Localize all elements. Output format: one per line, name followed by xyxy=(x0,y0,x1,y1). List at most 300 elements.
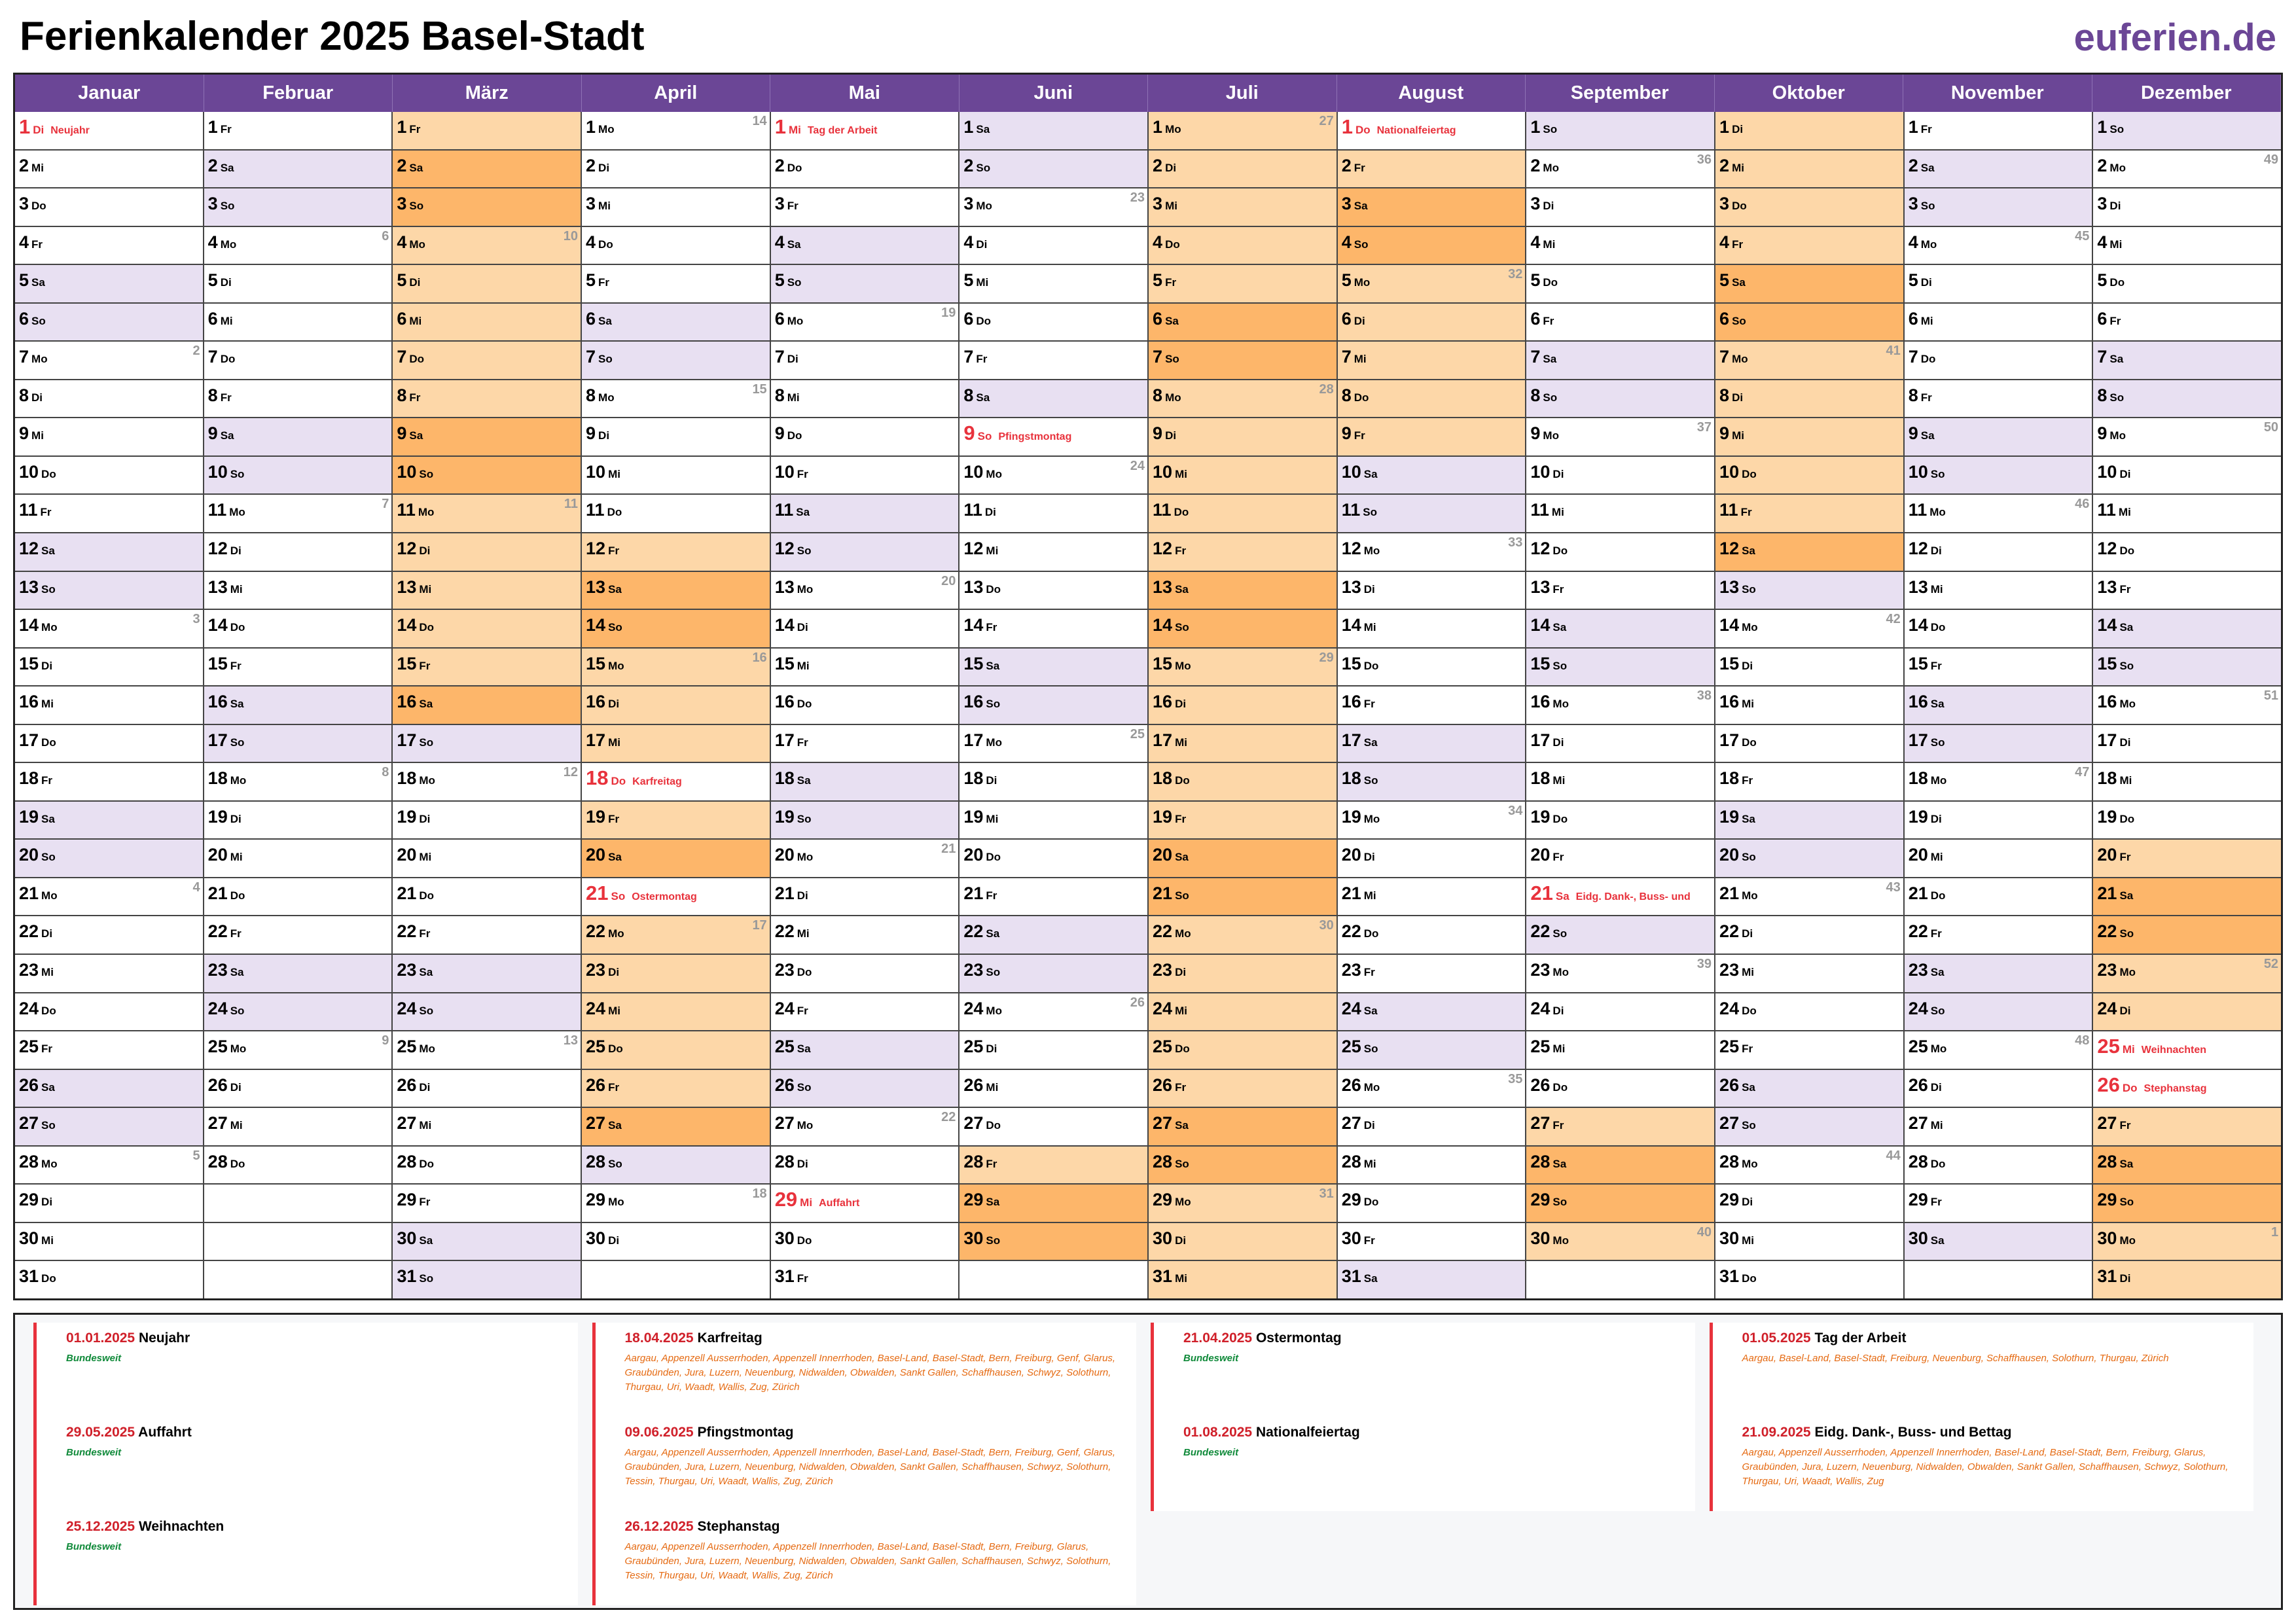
day-cell[interactable] xyxy=(393,265,581,304)
day-cell[interactable] xyxy=(393,572,581,611)
day-cell[interactable] xyxy=(1338,1261,1526,1298)
day-cell[interactable] xyxy=(1526,725,1714,764)
day-cell[interactable] xyxy=(15,649,203,687)
day-cell[interactable] xyxy=(204,342,392,380)
day-cell[interactable] xyxy=(1905,304,2092,342)
day-cell[interactable] xyxy=(1338,687,1526,725)
day-cell[interactable] xyxy=(960,802,1147,840)
day-cell[interactable] xyxy=(960,1070,1147,1109)
day-cell[interactable] xyxy=(1905,572,2092,611)
day-cell[interactable] xyxy=(393,1223,581,1262)
day-cell[interactable] xyxy=(393,649,581,687)
day-cell[interactable] xyxy=(582,916,770,955)
day-cell[interactable] xyxy=(1338,955,1526,993)
day-cell[interactable] xyxy=(1338,418,1526,457)
day-cell[interactable] xyxy=(204,763,392,802)
day-cell[interactable] xyxy=(393,840,581,878)
day-cell[interactable] xyxy=(1338,304,1526,342)
day-cell[interactable] xyxy=(1526,1185,1714,1223)
day-cell[interactable] xyxy=(393,1147,581,1185)
day-cell[interactable] xyxy=(960,227,1147,266)
day-cell[interactable] xyxy=(1905,993,2092,1032)
day-cell[interactable] xyxy=(960,955,1147,993)
day-cell[interactable] xyxy=(393,1108,581,1147)
day-cell[interactable] xyxy=(1526,533,1714,572)
day-cell[interactable] xyxy=(204,916,392,955)
day-cell[interactable] xyxy=(2093,955,2281,993)
day-cell[interactable] xyxy=(771,649,959,687)
day-cell[interactable] xyxy=(1149,151,1336,189)
day-cell[interactable] xyxy=(960,916,1147,955)
day-cell[interactable] xyxy=(771,227,959,266)
day-cell[interactable] xyxy=(15,916,203,955)
day-cell[interactable] xyxy=(771,955,959,993)
day-cell[interactable] xyxy=(1526,878,1714,917)
day-cell[interactable] xyxy=(1338,1147,1526,1185)
day-cell[interactable] xyxy=(960,495,1147,533)
day-cell[interactable] xyxy=(1715,1070,1903,1109)
day-cell[interactable] xyxy=(1905,188,2092,227)
day-cell[interactable] xyxy=(1149,763,1336,802)
day-cell[interactable] xyxy=(204,955,392,993)
day-cell[interactable] xyxy=(393,151,581,189)
day-cell[interactable] xyxy=(1905,840,2092,878)
day-cell[interactable] xyxy=(393,993,581,1032)
day-cell[interactable] xyxy=(1715,1108,1903,1147)
day-cell[interactable] xyxy=(1905,725,2092,764)
day-cell[interactable] xyxy=(15,1223,203,1262)
day-cell[interactable] xyxy=(1905,457,2092,495)
day-cell[interactable] xyxy=(771,610,959,649)
day-cell[interactable] xyxy=(1905,533,2092,572)
day-cell[interactable] xyxy=(393,380,581,419)
day-cell[interactable] xyxy=(2093,380,2281,419)
day-cell[interactable] xyxy=(204,572,392,611)
day-cell[interactable] xyxy=(1715,687,1903,725)
day-cell[interactable] xyxy=(1338,533,1526,572)
day-cell[interactable] xyxy=(1715,802,1903,840)
day-cell[interactable] xyxy=(15,725,203,764)
day-cell[interactable] xyxy=(1338,878,1526,917)
day-cell[interactable] xyxy=(2093,227,2281,266)
day-cell[interactable] xyxy=(1905,380,2092,419)
day-cell[interactable] xyxy=(204,993,392,1032)
day-cell[interactable] xyxy=(960,380,1147,419)
day-cell[interactable] xyxy=(771,572,959,611)
day-cell[interactable] xyxy=(204,687,392,725)
day-cell[interactable] xyxy=(771,1070,959,1109)
day-cell[interactable] xyxy=(1149,418,1336,457)
day-cell[interactable] xyxy=(204,802,392,840)
day-cell[interactable] xyxy=(393,725,581,764)
day-cell[interactable] xyxy=(771,802,959,840)
day-cell[interactable] xyxy=(582,265,770,304)
day-cell[interactable] xyxy=(15,572,203,611)
day-cell[interactable] xyxy=(15,1185,203,1223)
day-cell[interactable] xyxy=(1338,1108,1526,1147)
day-cell[interactable] xyxy=(15,380,203,419)
day-cell[interactable] xyxy=(1715,610,1903,649)
day-cell[interactable] xyxy=(960,572,1147,611)
day-cell[interactable] xyxy=(960,457,1147,495)
day-cell[interactable] xyxy=(2093,840,2281,878)
day-cell[interactable] xyxy=(1338,457,1526,495)
day-cell[interactable] xyxy=(393,1070,581,1109)
day-cell[interactable] xyxy=(2093,993,2281,1032)
day-cell[interactable] xyxy=(1149,1185,1336,1223)
day-cell[interactable] xyxy=(1526,342,1714,380)
day-cell[interactable] xyxy=(771,993,959,1032)
day-cell[interactable] xyxy=(393,342,581,380)
day-cell[interactable] xyxy=(582,1147,770,1185)
day-cell[interactable] xyxy=(1338,649,1526,687)
day-cell[interactable] xyxy=(204,840,392,878)
day-cell[interactable] xyxy=(960,304,1147,342)
day-cell[interactable] xyxy=(771,380,959,419)
day-cell[interactable] xyxy=(2093,457,2281,495)
day-cell[interactable] xyxy=(204,1070,392,1109)
day-cell[interactable] xyxy=(1526,265,1714,304)
day-cell[interactable] xyxy=(1338,265,1526,304)
day-cell[interactable] xyxy=(204,1147,392,1185)
day-cell[interactable] xyxy=(2093,572,2281,611)
day-cell[interactable] xyxy=(2093,1147,2281,1185)
day-cell[interactable] xyxy=(960,533,1147,572)
day-cell[interactable] xyxy=(771,151,959,189)
day-cell[interactable] xyxy=(1715,572,1903,611)
day-cell[interactable] xyxy=(1149,342,1336,380)
day-cell[interactable] xyxy=(1905,112,2092,151)
day-cell[interactable] xyxy=(1905,418,2092,457)
day-cell[interactable] xyxy=(2093,1185,2281,1223)
day-cell[interactable] xyxy=(1338,227,1526,266)
day-cell[interactable] xyxy=(771,725,959,764)
day-cell[interactable] xyxy=(204,533,392,572)
day-cell[interactable] xyxy=(1149,227,1336,266)
day-cell[interactable] xyxy=(1526,304,1714,342)
day-cell[interactable] xyxy=(1715,380,1903,419)
day-cell[interactable] xyxy=(1338,802,1526,840)
day-cell[interactable] xyxy=(1905,878,2092,917)
day-cell[interactable] xyxy=(1149,955,1336,993)
day-cell[interactable] xyxy=(204,1031,392,1070)
day-cell[interactable] xyxy=(2093,151,2281,189)
day-cell[interactable] xyxy=(960,265,1147,304)
day-cell[interactable] xyxy=(393,112,581,151)
day-cell[interactable] xyxy=(1526,955,1714,993)
day-cell[interactable] xyxy=(960,649,1147,687)
day-cell[interactable] xyxy=(1526,1031,1714,1070)
day-cell[interactable] xyxy=(1905,342,2092,380)
day-cell[interactable] xyxy=(15,188,203,227)
day-cell[interactable] xyxy=(960,418,1147,457)
day-cell[interactable] xyxy=(1715,916,1903,955)
day-cell[interactable] xyxy=(1149,1070,1336,1109)
day-cell[interactable] xyxy=(2093,1261,2281,1298)
day-cell[interactable] xyxy=(2093,1223,2281,1262)
day-cell[interactable] xyxy=(2093,1031,2281,1070)
day-cell[interactable] xyxy=(15,1147,203,1185)
day-cell[interactable] xyxy=(15,533,203,572)
day-cell[interactable] xyxy=(1338,112,1526,151)
day-cell[interactable] xyxy=(1149,265,1336,304)
day-cell[interactable] xyxy=(771,188,959,227)
day-cell[interactable] xyxy=(393,802,581,840)
day-cell[interactable] xyxy=(15,687,203,725)
day-cell[interactable] xyxy=(1338,1031,1526,1070)
day-cell[interactable] xyxy=(1526,188,1714,227)
day-cell[interactable] xyxy=(1715,151,1903,189)
day-cell[interactable] xyxy=(771,533,959,572)
day-cell[interactable] xyxy=(960,1031,1147,1070)
day-cell[interactable] xyxy=(1149,188,1336,227)
day-cell[interactable] xyxy=(204,380,392,419)
day-cell[interactable] xyxy=(1338,1070,1526,1109)
day-cell[interactable] xyxy=(15,1031,203,1070)
day-cell[interactable] xyxy=(204,418,392,457)
day-cell[interactable] xyxy=(1149,687,1336,725)
day-cell[interactable] xyxy=(1526,763,1714,802)
day-cell[interactable] xyxy=(1338,151,1526,189)
day-cell[interactable] xyxy=(15,763,203,802)
day-cell[interactable] xyxy=(15,955,203,993)
day-cell[interactable] xyxy=(15,227,203,266)
day-cell[interactable] xyxy=(960,993,1147,1032)
day-cell[interactable] xyxy=(1338,342,1526,380)
day-cell[interactable] xyxy=(1715,304,1903,342)
day-cell[interactable] xyxy=(582,1070,770,1109)
day-cell[interactable] xyxy=(1338,572,1526,611)
day-cell[interactable] xyxy=(771,840,959,878)
day-cell[interactable] xyxy=(15,802,203,840)
day-cell[interactable] xyxy=(960,763,1147,802)
brand-logo[interactable]: euferien.de xyxy=(2073,16,2276,59)
day-cell[interactable] xyxy=(1526,916,1714,955)
day-cell[interactable] xyxy=(1149,112,1336,151)
day-cell[interactable] xyxy=(1905,265,2092,304)
day-cell[interactable] xyxy=(393,1185,581,1223)
day-cell[interactable] xyxy=(1715,227,1903,266)
day-cell[interactable] xyxy=(15,304,203,342)
day-cell[interactable] xyxy=(1715,265,1903,304)
day-cell[interactable] xyxy=(960,1147,1147,1185)
day-cell[interactable] xyxy=(393,687,581,725)
day-cell[interactable] xyxy=(1338,380,1526,419)
day-cell[interactable] xyxy=(2093,112,2281,151)
day-cell[interactable] xyxy=(960,687,1147,725)
day-cell[interactable] xyxy=(1526,418,1714,457)
day-cell[interactable] xyxy=(582,227,770,266)
day-cell[interactable] xyxy=(1715,1147,1903,1185)
day-cell[interactable] xyxy=(1149,725,1336,764)
day-cell[interactable] xyxy=(15,1261,203,1298)
day-cell[interactable] xyxy=(15,495,203,533)
day-cell[interactable] xyxy=(1715,112,1903,151)
day-cell[interactable] xyxy=(960,342,1147,380)
day-cell[interactable] xyxy=(1526,1070,1714,1109)
day-cell[interactable] xyxy=(1526,802,1714,840)
day-cell[interactable] xyxy=(1715,955,1903,993)
day-cell[interactable] xyxy=(1715,188,1903,227)
day-cell[interactable] xyxy=(771,687,959,725)
day-cell[interactable] xyxy=(771,1223,959,1262)
day-cell[interactable] xyxy=(393,1261,581,1298)
day-cell[interactable] xyxy=(15,1108,203,1147)
day-cell[interactable] xyxy=(582,955,770,993)
day-cell[interactable] xyxy=(204,304,392,342)
day-cell[interactable] xyxy=(1526,1147,1714,1185)
day-cell[interactable] xyxy=(582,725,770,764)
day-cell[interactable] xyxy=(1715,725,1903,764)
day-cell[interactable] xyxy=(2093,916,2281,955)
day-cell[interactable] xyxy=(1715,1031,1903,1070)
day-cell[interactable] xyxy=(15,840,203,878)
day-cell[interactable] xyxy=(393,457,581,495)
day-cell[interactable] xyxy=(393,227,581,266)
day-cell[interactable] xyxy=(960,188,1147,227)
day-cell[interactable] xyxy=(771,342,959,380)
day-cell[interactable] xyxy=(2093,763,2281,802)
day-cell[interactable] xyxy=(582,418,770,457)
day-cell[interactable] xyxy=(582,151,770,189)
day-cell[interactable] xyxy=(2093,878,2281,917)
day-cell[interactable] xyxy=(960,1185,1147,1223)
day-cell[interactable] xyxy=(204,725,392,764)
day-cell[interactable] xyxy=(1715,1185,1903,1223)
day-cell[interactable] xyxy=(582,380,770,419)
day-cell[interactable] xyxy=(2093,802,2281,840)
day-cell[interactable] xyxy=(15,418,203,457)
day-cell[interactable] xyxy=(582,1223,770,1262)
day-cell[interactable] xyxy=(1526,610,1714,649)
day-cell[interactable] xyxy=(15,112,203,151)
day-cell[interactable] xyxy=(2093,342,2281,380)
day-cell[interactable] xyxy=(1338,916,1526,955)
day-cell[interactable] xyxy=(582,342,770,380)
day-cell[interactable] xyxy=(1715,1261,1903,1298)
day-cell[interactable] xyxy=(1715,342,1903,380)
day-cell[interactable] xyxy=(1905,1223,2092,1262)
day-cell[interactable] xyxy=(1149,840,1336,878)
day-cell[interactable] xyxy=(204,649,392,687)
day-cell[interactable] xyxy=(1715,763,1903,802)
day-cell[interactable] xyxy=(582,304,770,342)
day-cell[interactable] xyxy=(582,1185,770,1223)
day-cell[interactable] xyxy=(15,878,203,917)
day-cell[interactable] xyxy=(1905,151,2092,189)
day-cell[interactable] xyxy=(1149,495,1336,533)
day-cell[interactable] xyxy=(204,265,392,304)
day-cell[interactable] xyxy=(1149,878,1336,917)
day-cell[interactable] xyxy=(582,802,770,840)
day-cell[interactable] xyxy=(2093,418,2281,457)
day-cell[interactable] xyxy=(1526,1108,1714,1147)
day-cell[interactable] xyxy=(393,304,581,342)
day-cell[interactable] xyxy=(1149,610,1336,649)
day-cell[interactable] xyxy=(582,610,770,649)
day-cell[interactable] xyxy=(582,840,770,878)
day-cell[interactable] xyxy=(1149,380,1336,419)
day-cell[interactable] xyxy=(1149,649,1336,687)
day-cell[interactable] xyxy=(1338,1185,1526,1223)
day-cell[interactable] xyxy=(393,610,581,649)
day-cell[interactable] xyxy=(771,495,959,533)
day-cell[interactable] xyxy=(771,418,959,457)
day-cell[interactable] xyxy=(771,763,959,802)
day-cell[interactable] xyxy=(1149,1031,1336,1070)
day-cell[interactable] xyxy=(393,533,581,572)
day-cell[interactable] xyxy=(1149,993,1336,1032)
day-cell[interactable] xyxy=(1526,227,1714,266)
day-cell[interactable] xyxy=(1905,955,2092,993)
day-cell[interactable] xyxy=(1338,725,1526,764)
day-cell[interactable] xyxy=(1905,1185,2092,1223)
day-cell[interactable] xyxy=(393,878,581,917)
day-cell[interactable] xyxy=(393,418,581,457)
day-cell[interactable] xyxy=(1526,572,1714,611)
day-cell[interactable] xyxy=(1526,1223,1714,1262)
day-cell[interactable] xyxy=(2093,1108,2281,1147)
day-cell[interactable] xyxy=(1149,802,1336,840)
day-cell[interactable] xyxy=(1149,533,1336,572)
day-cell[interactable] xyxy=(1905,1108,2092,1147)
day-cell[interactable] xyxy=(960,112,1147,151)
day-cell[interactable] xyxy=(1905,610,2092,649)
day-cell[interactable] xyxy=(393,495,581,533)
day-cell[interactable] xyxy=(582,1108,770,1147)
day-cell[interactable] xyxy=(1526,687,1714,725)
day-cell[interactable] xyxy=(2093,533,2281,572)
day-cell[interactable] xyxy=(960,610,1147,649)
day-cell[interactable] xyxy=(582,993,770,1032)
day-cell[interactable] xyxy=(582,112,770,151)
day-cell[interactable] xyxy=(15,610,203,649)
day-cell[interactable] xyxy=(960,878,1147,917)
day-cell[interactable] xyxy=(1526,151,1714,189)
day-cell[interactable] xyxy=(2093,725,2281,764)
day-cell[interactable] xyxy=(2093,304,2281,342)
day-cell[interactable] xyxy=(1526,380,1714,419)
day-cell[interactable] xyxy=(771,878,959,917)
day-cell[interactable] xyxy=(393,1031,581,1070)
day-cell[interactable] xyxy=(771,1147,959,1185)
day-cell[interactable] xyxy=(1526,112,1714,151)
day-cell[interactable] xyxy=(960,1223,1147,1262)
day-cell[interactable] xyxy=(2093,610,2281,649)
day-cell[interactable] xyxy=(2093,265,2281,304)
day-cell[interactable] xyxy=(1526,649,1714,687)
day-cell[interactable] xyxy=(1149,916,1336,955)
day-cell[interactable] xyxy=(204,188,392,227)
day-cell[interactable] xyxy=(1715,495,1903,533)
day-cell[interactable] xyxy=(204,112,392,151)
day-cell[interactable] xyxy=(1905,227,2092,266)
day-cell[interactable] xyxy=(771,1031,959,1070)
day-cell[interactable] xyxy=(15,151,203,189)
day-cell[interactable] xyxy=(1526,457,1714,495)
day-cell[interactable] xyxy=(1905,916,2092,955)
day-cell[interactable] xyxy=(1905,649,2092,687)
day-cell[interactable] xyxy=(771,1185,959,1223)
day-cell[interactable] xyxy=(1905,1070,2092,1109)
day-cell[interactable] xyxy=(771,304,959,342)
day-cell[interactable] xyxy=(393,763,581,802)
day-cell[interactable] xyxy=(15,342,203,380)
day-cell[interactable] xyxy=(2093,495,2281,533)
day-cell[interactable] xyxy=(1338,495,1526,533)
day-cell[interactable] xyxy=(2093,687,2281,725)
day-cell[interactable] xyxy=(2093,649,2281,687)
